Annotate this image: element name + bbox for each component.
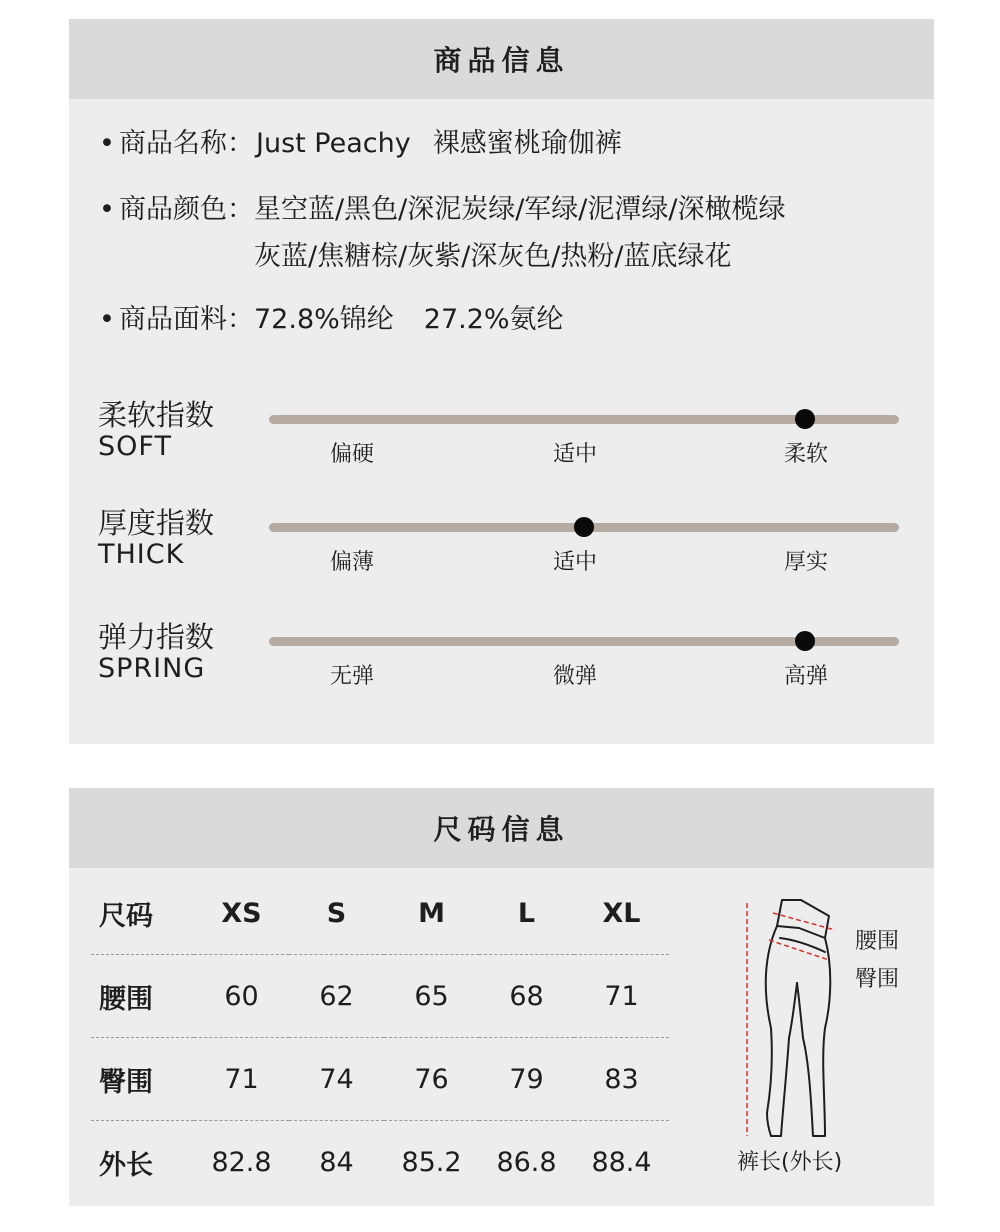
size-header-label: 尺码 — [91, 872, 194, 955]
index-english-name: SOFT — [98, 431, 172, 462]
index-tick-low: 偏硬 — [329, 442, 374, 467]
leggings-diagram — [737, 898, 847, 1148]
table-cell: 82.8 — [211, 1146, 272, 1178]
table-row — [91, 955, 669, 1038]
index-tick-mid: 适中 — [552, 442, 597, 467]
product-name-value-cn: 裸感蜜桃瑜伽裤 — [432, 128, 622, 159]
size-header-cell: M — [384, 872, 479, 955]
table-cell: 88.4 — [591, 1146, 652, 1178]
product-info-heading: 商品信息 — [69, 19, 934, 99]
hip-label: 臀围 — [855, 967, 900, 992]
index-name: 弹力指数 — [98, 620, 215, 654]
bullet: • — [99, 194, 115, 225]
product-color-line-1: 星空蓝/黑色/深泥炭绿/军绿/泥潭绿/深橄榄绿 — [254, 194, 786, 225]
table-cell: 65 — [384, 955, 479, 1038]
index-tick-mid: 微弹 — [552, 664, 597, 689]
table-cell: 85.2 — [401, 1146, 462, 1178]
product-fabric-part-1: 72.8%锦纶 — [254, 304, 394, 335]
bullet: • — [99, 304, 115, 335]
table-cell: 76 — [384, 1038, 479, 1121]
table-cell: 79 — [479, 1038, 574, 1121]
waist-label: 腰围 — [855, 929, 900, 954]
index-tick-low: 无弹 — [329, 664, 374, 689]
index-english-name: THICK — [98, 539, 185, 570]
softness-index — [69, 399, 934, 479]
table-cell: 68 — [479, 955, 574, 1038]
index-tick-low: 偏薄 — [329, 550, 374, 575]
table-cell: 86.8 — [496, 1146, 557, 1178]
index-marker — [795, 631, 815, 651]
index-marker — [574, 517, 594, 537]
length-label: 裤长(外长) — [737, 1150, 843, 1175]
table-row — [91, 1038, 669, 1121]
product-name-row — [99, 120, 622, 167]
size-table-header — [91, 872, 669, 955]
table-cell: 84 — [319, 1146, 354, 1178]
size-header-cell: XL — [574, 872, 669, 955]
index-tick-high: 厚实 — [783, 550, 828, 575]
product-fabric-label: 商品面料： — [119, 304, 254, 335]
size-header-cell: XS — [194, 872, 289, 955]
index-tick-high: 高弹 — [783, 664, 828, 689]
thickness-index — [69, 507, 934, 587]
index-tick-high: 柔软 — [783, 442, 828, 467]
product-color-label: 商品颜色： — [119, 194, 254, 225]
index-english-name: SPRING — [98, 653, 206, 684]
size-info-heading: 尺码信息 — [69, 788, 934, 868]
index-tick-mid: 适中 — [552, 550, 597, 575]
product-name-label: 商品名称： — [119, 128, 254, 159]
size-header-cell: L — [479, 872, 574, 955]
row-label: 臀围 — [91, 1038, 194, 1121]
table-row — [91, 1121, 669, 1204]
product-fabric-part-2: 27.2%氨纶 — [423, 304, 564, 335]
product-color-row — [99, 186, 785, 280]
product-name-value-en: Just Peachy — [256, 128, 411, 159]
product-color-line-2: 灰蓝/焦糖棕/灰紫/深灰色/热粉/蓝底绿花 — [254, 241, 732, 272]
size-header-cell: S — [289, 872, 384, 955]
size-table — [91, 872, 669, 1203]
table-cell: 71 — [574, 955, 669, 1038]
table-cell: 62 — [289, 955, 384, 1038]
bullet: • — [99, 128, 115, 159]
table-cell: 83 — [574, 1038, 669, 1121]
table-cell: 74 — [289, 1038, 384, 1121]
product-fabric-row — [99, 296, 564, 343]
size-info-panel — [69, 788, 934, 1206]
row-label: 腰围 — [91, 955, 194, 1038]
index-name: 柔软指数 — [98, 398, 215, 432]
index-marker — [795, 409, 815, 429]
elasticity-index — [69, 621, 934, 701]
product-info-panel — [69, 19, 934, 744]
table-cell: 71 — [194, 1038, 289, 1121]
row-label: 外长 — [99, 1149, 153, 1181]
index-name: 厚度指数 — [98, 506, 215, 540]
table-cell: 60 — [194, 955, 289, 1038]
